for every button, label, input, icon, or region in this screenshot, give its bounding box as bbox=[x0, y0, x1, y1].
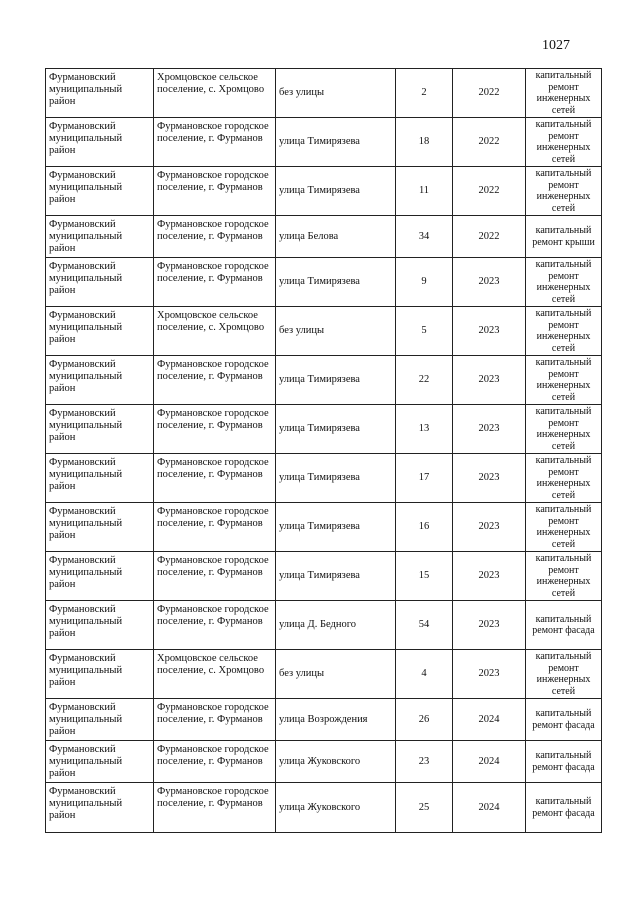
work-type-cell: капитальный ремонт инженерных сетей bbox=[526, 356, 602, 405]
work-type-cell: капитальный ремонт инженерных сетей bbox=[526, 454, 602, 503]
house-number-cell: 5 bbox=[396, 307, 453, 356]
work-type-cell: капитальный ремонт инженерных сетей bbox=[526, 503, 602, 552]
settlement-cell: Фурмановское городское поселение, г. Фурманов bbox=[154, 783, 276, 833]
settlement-cell: Фурмановское городское поселение, г. Фурманов bbox=[154, 216, 276, 258]
year-cell: 2022 bbox=[453, 216, 526, 258]
district-cell: Фурмановский муниципальный район bbox=[46, 783, 154, 833]
page-number: 1027 bbox=[542, 38, 570, 53]
street-cell: улица Тимирязева bbox=[276, 167, 396, 216]
district-cell: Фурмановский муниципальный район bbox=[46, 216, 154, 258]
house-number-cell: 23 bbox=[396, 741, 453, 783]
street-cell: без улицы bbox=[276, 69, 396, 118]
table-row bbox=[46, 699, 602, 741]
year-cell: 2023 bbox=[453, 601, 526, 650]
work-type-cell: капитальный ремонт инженерных сетей bbox=[526, 258, 602, 307]
district-cell: Фурмановский муниципальный район bbox=[46, 405, 154, 454]
year-cell: 2023 bbox=[453, 258, 526, 307]
work-type-cell: капитальный ремонт инженерных сетей bbox=[526, 167, 602, 216]
year-cell: 2024 bbox=[453, 783, 526, 833]
settlement-cell: Фурмановское городское поселение, г. Фурманов bbox=[154, 601, 276, 650]
year-cell: 2023 bbox=[453, 307, 526, 356]
repair-schedule-table bbox=[45, 68, 602, 833]
table-row bbox=[46, 454, 602, 503]
year-cell: 2022 bbox=[453, 167, 526, 216]
work-type-cell: капитальный ремонт фасада bbox=[526, 699, 602, 741]
house-number-cell: 15 bbox=[396, 552, 453, 601]
settlement-cell: Фурмановское городское поселение, г. Фурманов bbox=[154, 552, 276, 601]
house-number-cell: 34 bbox=[396, 216, 453, 258]
year-cell: 2023 bbox=[453, 650, 526, 699]
street-cell: улица Тимирязева bbox=[276, 454, 396, 503]
table-row bbox=[46, 783, 602, 833]
work-type-cell: капитальный ремонт фасада bbox=[526, 741, 602, 783]
work-type-cell: капитальный ремонт инженерных сетей bbox=[526, 307, 602, 356]
street-cell: улица Возрождения bbox=[276, 699, 396, 741]
table-row bbox=[46, 258, 602, 307]
table-row bbox=[46, 650, 602, 699]
district-cell: Фурмановский муниципальный район bbox=[46, 552, 154, 601]
street-cell: улица Д. Бедного bbox=[276, 601, 396, 650]
house-number-cell: 11 bbox=[396, 167, 453, 216]
work-type-cell: капитальный ремонт инженерных сетей bbox=[526, 552, 602, 601]
table-row bbox=[46, 216, 602, 258]
work-type-cell: капитальный ремонт фасада bbox=[526, 601, 602, 650]
street-cell: улица Тимирязева bbox=[276, 552, 396, 601]
street-cell: улица Тимирязева bbox=[276, 258, 396, 307]
work-type-cell: капитальный ремонт фасада bbox=[526, 783, 602, 833]
settlement-cell: Хромцовское сельское поселение, с. Хромцово bbox=[154, 69, 276, 118]
street-cell: без улицы bbox=[276, 307, 396, 356]
year-cell: 2024 bbox=[453, 741, 526, 783]
district-cell: Фурмановский муниципальный район bbox=[46, 503, 154, 552]
street-cell: улица Тимирязева bbox=[276, 503, 396, 552]
year-cell: 2023 bbox=[453, 552, 526, 601]
house-number-cell: 16 bbox=[396, 503, 453, 552]
district-cell: Фурмановский муниципальный район bbox=[46, 118, 154, 167]
table-row bbox=[46, 307, 602, 356]
table-row bbox=[46, 503, 602, 552]
house-number-cell: 9 bbox=[396, 258, 453, 307]
street-cell: без улицы bbox=[276, 650, 396, 699]
year-cell: 2023 bbox=[453, 503, 526, 552]
district-cell: Фурмановский муниципальный район bbox=[46, 69, 154, 118]
settlement-cell: Фурмановское городское поселение, г. Фурманов bbox=[154, 356, 276, 405]
table-row bbox=[46, 601, 602, 650]
table-row bbox=[46, 741, 602, 783]
district-cell: Фурмановский муниципальный район bbox=[46, 601, 154, 650]
settlement-cell: Фурмановское городское поселение, г. Фурманов bbox=[154, 454, 276, 503]
settlement-cell: Фурмановское городское поселение, г. Фурманов bbox=[154, 118, 276, 167]
year-cell: 2023 bbox=[453, 356, 526, 405]
district-cell: Фурмановский муниципальный район bbox=[46, 167, 154, 216]
street-cell: улица Белова bbox=[276, 216, 396, 258]
district-cell: Фурмановский муниципальный район bbox=[46, 699, 154, 741]
house-number-cell: 2 bbox=[396, 69, 453, 118]
house-number-cell: 22 bbox=[396, 356, 453, 405]
street-cell: улица Жуковского bbox=[276, 741, 396, 783]
work-type-cell: капитальный ремонт инженерных сетей bbox=[526, 69, 602, 118]
house-number-cell: 17 bbox=[396, 454, 453, 503]
district-cell: Фурмановский муниципальный район bbox=[46, 258, 154, 307]
district-cell: Фурмановский муниципальный район bbox=[46, 454, 154, 503]
work-type-cell: капитальный ремонт инженерных сетей bbox=[526, 650, 602, 699]
street-cell: улица Тимирязева bbox=[276, 118, 396, 167]
table-body bbox=[46, 69, 602, 833]
settlement-cell: Фурмановское городское поселение, г. Фурманов bbox=[154, 503, 276, 552]
table-row bbox=[46, 405, 602, 454]
settlement-cell: Фурмановское городское поселение, г. Фурманов bbox=[154, 167, 276, 216]
table-row bbox=[46, 118, 602, 167]
year-cell: 2023 bbox=[453, 454, 526, 503]
district-cell: Фурмановский муниципальный район bbox=[46, 307, 154, 356]
settlement-cell: Фурмановское городское поселение, г. Фурманов bbox=[154, 699, 276, 741]
settlement-cell: Хромцовское сельское поселение, с. Хромцово bbox=[154, 650, 276, 699]
house-number-cell: 25 bbox=[396, 783, 453, 833]
table-row bbox=[46, 356, 602, 405]
table-row bbox=[46, 552, 602, 601]
year-cell: 2022 bbox=[453, 118, 526, 167]
year-cell: 2022 bbox=[453, 69, 526, 118]
settlement-cell: Фурмановское городское поселение, г. Фурманов bbox=[154, 741, 276, 783]
district-cell: Фурмановский муниципальный район bbox=[46, 356, 154, 405]
house-number-cell: 4 bbox=[396, 650, 453, 699]
work-type-cell: капитальный ремонт инженерных сетей bbox=[526, 405, 602, 454]
year-cell: 2024 bbox=[453, 699, 526, 741]
work-type-cell: капитальный ремонт крыши bbox=[526, 216, 602, 258]
house-number-cell: 13 bbox=[396, 405, 453, 454]
district-cell: Фурмановский муниципальный район bbox=[46, 741, 154, 783]
street-cell: улица Тимирязева bbox=[276, 356, 396, 405]
settlement-cell: Фурмановское городское поселение, г. Фурманов bbox=[154, 405, 276, 454]
table-row bbox=[46, 167, 602, 216]
street-cell: улица Тимирязева bbox=[276, 405, 396, 454]
house-number-cell: 26 bbox=[396, 699, 453, 741]
table-row bbox=[46, 69, 602, 118]
district-cell: Фурмановский муниципальный район bbox=[46, 650, 154, 699]
street-cell: улица Жуковского bbox=[276, 783, 396, 833]
year-cell: 2023 bbox=[453, 405, 526, 454]
settlement-cell: Фурмановское городское поселение, г. Фурманов bbox=[154, 258, 276, 307]
house-number-cell: 54 bbox=[396, 601, 453, 650]
work-type-cell: капитальный ремонт инженерных сетей bbox=[526, 118, 602, 167]
house-number-cell: 18 bbox=[396, 118, 453, 167]
settlement-cell: Хромцовское сельское поселение, с. Хромцово bbox=[154, 307, 276, 356]
